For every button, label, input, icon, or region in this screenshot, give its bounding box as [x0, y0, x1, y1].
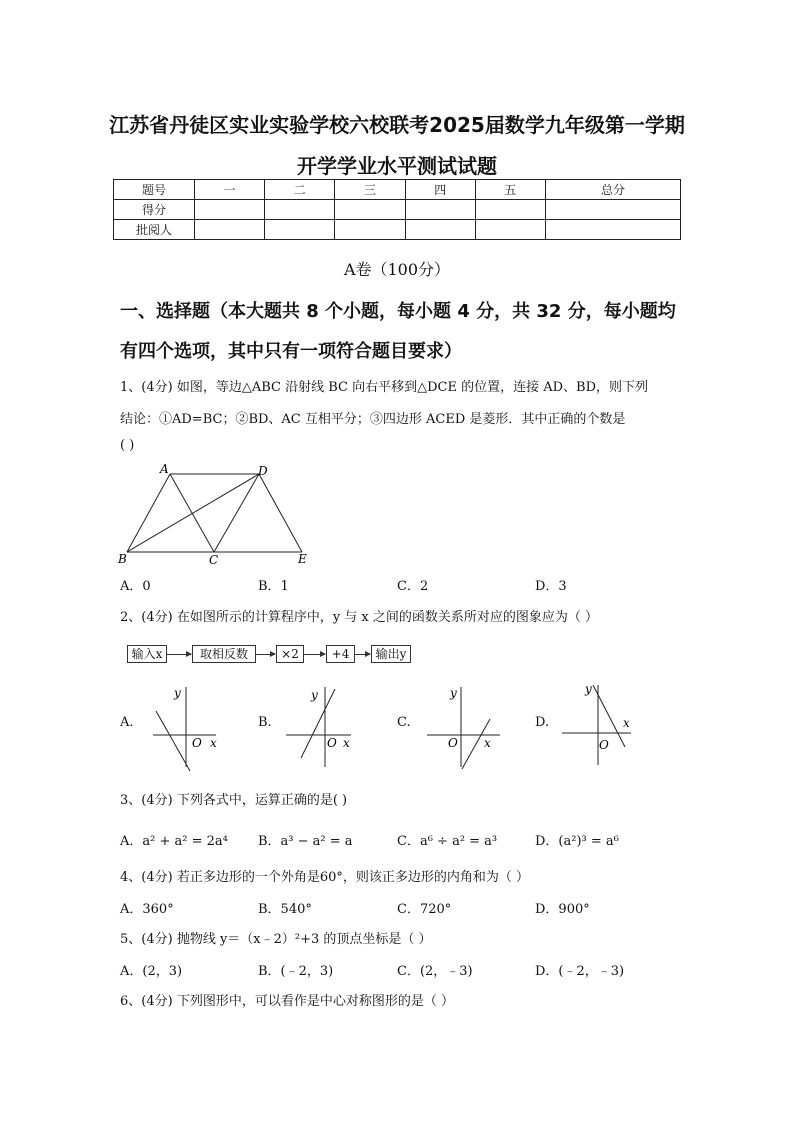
- q3-option-b[interactable]: B．a³ − a² = a: [258, 834, 353, 849]
- q1-option-b[interactable]: B．1: [258, 579, 289, 594]
- q1-triangle-figure: [115, 460, 315, 570]
- score-table-header-cell: 总分: [546, 180, 681, 200]
- flow-times-two: ×2: [276, 645, 304, 663]
- q4-option-b[interactable]: B．540°: [258, 902, 312, 917]
- q2-option-a-letter[interactable]: A.: [120, 715, 134, 730]
- part1-heading-line2: 有四个选项，其中只有一项符合题目要求）: [120, 341, 462, 362]
- section-a-label: A卷（100分）: [343, 260, 451, 279]
- score-cell[interactable]: [475, 200, 545, 220]
- flow-negate: 取相反数: [192, 645, 256, 663]
- y-axis-label: y: [174, 686, 181, 700]
- reviewer-cell[interactable]: [265, 220, 335, 240]
- q4-option-c[interactable]: C．720°: [397, 902, 452, 917]
- q5-option-b[interactable]: B．(﹣2，3): [258, 964, 334, 979]
- score-table-header-cell: 一: [195, 180, 265, 200]
- reviewer-cell[interactable]: [546, 220, 681, 240]
- score-cell[interactable]: [265, 200, 335, 220]
- reviewer-cell[interactable]: [335, 220, 405, 240]
- label-E: E: [298, 552, 307, 566]
- q1-line2: 结论：①AD=BC；②BD、AC 互相平分；③四边形 ACED 是菱形．其中正确的个数是: [120, 412, 626, 427]
- doc-title-line1: 江苏省丹徒区实业实验学校六校联考2025届数学九年级第一学期: [109, 113, 685, 137]
- label-A: A: [160, 462, 169, 476]
- q2-option-b-letter[interactable]: B.: [258, 715, 272, 730]
- reviewer-cell[interactable]: [405, 220, 475, 240]
- q2-option-d-letter[interactable]: D.: [535, 715, 550, 730]
- q3-option-d[interactable]: D．(a²)³ = a⁶: [535, 834, 619, 849]
- q4-option-a[interactable]: A．360°: [120, 902, 174, 917]
- flow-arrow: [166, 654, 191, 655]
- q2-option-b-graph[interactable]: [283, 683, 363, 773]
- x-axis-label: x: [210, 736, 217, 750]
- flow-plus-four: +4: [326, 645, 355, 663]
- label-C: C: [209, 553, 219, 567]
- score-cell[interactable]: [335, 200, 405, 220]
- score-cell[interactable]: [546, 200, 681, 220]
- q3-option-a[interactable]: A．a² + a² = 2a⁴: [120, 834, 228, 849]
- score-table-header-cell: 三: [335, 180, 405, 200]
- origin-label: O: [599, 738, 609, 752]
- y-axis-label: y: [450, 686, 457, 700]
- part1-heading-line1: 一、选择题（本大题共 8 个小题，每小题 4 分，共 32 分，每小题均: [120, 301, 676, 322]
- q6-text: 6、(4分) 下列图形中，可以看作是中心对称图形的是（ ）: [120, 994, 454, 1009]
- score-cell[interactable]: [405, 200, 475, 220]
- flow-arrow: [303, 654, 325, 655]
- label-B: B: [118, 552, 127, 566]
- score-table-header-row: [114, 180, 681, 200]
- q2-option-c-graph[interactable]: [424, 683, 504, 773]
- origin-label: O: [448, 736, 458, 750]
- function-line: [156, 711, 190, 771]
- x-axis-label: x: [484, 736, 491, 750]
- q2-text: 2、(4分) 在如图所示的计算程序中，y 与 x 之间的函数关系所对应的图象应为（ ）: [120, 610, 599, 625]
- y-axis-label: y: [311, 688, 318, 702]
- flow-arrow: [255, 654, 275, 655]
- q4-option-d[interactable]: D．900°: [535, 902, 590, 917]
- q5-text: 5、(4分) 抛物线 y＝（x﹣2）²+3 的顶点坐标是（ ）: [120, 932, 432, 947]
- score-row-label: 得分: [114, 200, 195, 220]
- q1-line3: ( ): [120, 438, 135, 453]
- q2-option-c-letter[interactable]: C.: [397, 715, 411, 730]
- flow-arrow: [354, 654, 370, 655]
- reviewer-cell[interactable]: [195, 220, 265, 240]
- q1-option-a[interactable]: A．0: [120, 579, 151, 594]
- origin-label: O: [192, 736, 202, 750]
- edge-AB: [127, 474, 170, 552]
- x-axis-label: x: [343, 736, 350, 750]
- reviewer-cell[interactable]: [475, 220, 545, 240]
- q3-text: 3、(4分) 下列各式中，运算正确的是( ): [120, 793, 348, 808]
- q2-option-a-graph[interactable]: [148, 683, 228, 773]
- score-table-header-cell: 四: [405, 180, 475, 200]
- x-axis-label: x: [623, 716, 630, 730]
- edge-DC: [214, 474, 259, 552]
- score-table-header-cell: 题号: [114, 180, 195, 200]
- score-table-header-cell: 五: [475, 180, 545, 200]
- q1-line1: 1、(4分) 如图，等边△ABC 沿射线 BC 向右平移到△DCE 的位置，连接 AD、BD，则下列: [120, 380, 648, 395]
- score-table: [113, 179, 681, 240]
- reviewer-row: [114, 220, 681, 240]
- doc-title-line2: 开学学业水平测试试题: [297, 154, 497, 178]
- q5-option-d[interactable]: D．(﹣2，﹣3): [535, 964, 625, 979]
- edge-DE: [259, 474, 302, 552]
- flow-input-x: 输入x: [127, 645, 167, 663]
- reviewer-row-label: 批阅人: [114, 220, 195, 240]
- q5-option-c[interactable]: C．(2，﹣3): [397, 964, 473, 979]
- score-cell[interactable]: [195, 200, 265, 220]
- q4-text: 4、(4分) 若正多边形的一个外角是60°，则该正多边形的内角和为（ ）: [120, 870, 529, 885]
- score-row: [114, 200, 681, 220]
- q1-option-d[interactable]: D．3: [535, 579, 567, 594]
- edge-BD: [127, 474, 259, 552]
- edge-AC: [170, 474, 214, 552]
- q1-option-c[interactable]: C．2: [397, 579, 429, 594]
- q3-option-c[interactable]: C．a⁶ ÷ a² = a³: [397, 834, 498, 849]
- y-axis-label: y: [585, 682, 592, 696]
- score-table-header-cell: 二: [265, 180, 335, 200]
- label-D: D: [258, 464, 268, 478]
- origin-label: O: [327, 736, 337, 750]
- flow-output-y: 输出y: [371, 645, 411, 663]
- q2-option-d-graph[interactable]: [559, 681, 639, 771]
- q5-option-a[interactable]: A．(2，3): [120, 964, 183, 979]
